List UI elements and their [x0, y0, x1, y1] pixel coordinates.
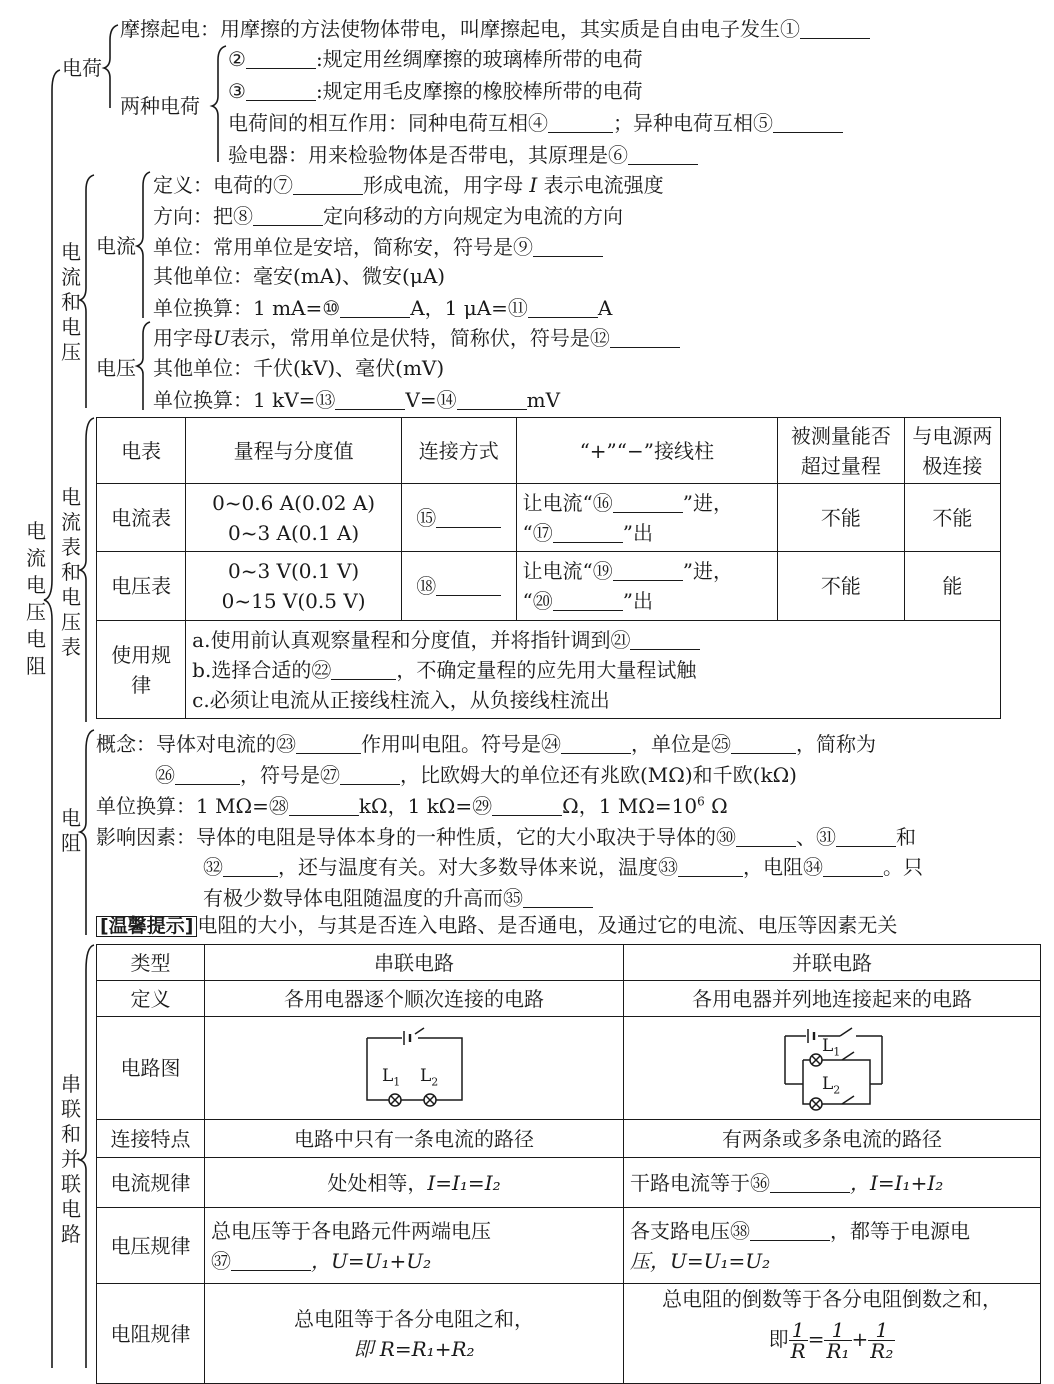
current-conversion-line: 单位换算：1 mA=⑩ A，1 μA=⑪ A: [153, 296, 613, 320]
voltage-rule-parallel: 各支路电压㊳ ，都等于电源电 压，U=U₁=U₂: [624, 1208, 1041, 1284]
voltage-conversion-line: 单位换算：1 kV=⑬ V=⑭ mV: [153, 388, 561, 412]
negative-charge-line: ③ :规定用毛皮摩擦的橡胶棒所带的电荷: [228, 79, 643, 103]
voltage-label: 电压: [96, 356, 136, 380]
series-lamp-1-label: $L_1$: [382, 1066, 401, 1089]
meters-table: [96, 417, 1001, 719]
usage-rules-label: 使用规律: [97, 621, 186, 719]
side-title: 电流 电压 电阻: [26, 519, 46, 678]
connection-parallel: 有两条或多条电流的路径: [624, 1120, 1041, 1158]
definition-parallel: 各用电器并列地连接起来的电路: [624, 981, 1041, 1017]
parallel-lamp-2-label: $L_2$: [822, 1074, 841, 1097]
meters-header-meter: 电表: [97, 418, 186, 484]
connection-series: 电路中只有一条电流的路径: [205, 1120, 624, 1158]
voltmeter-row: [97, 552, 1001, 621]
meters-header-exceed: 被测量能否超过量程: [778, 418, 905, 484]
diagram-parallel-cell: [624, 1017, 1041, 1120]
meters-label: 电流表和电压表: [61, 485, 81, 659]
two-charges-label: 两种电荷: [120, 94, 200, 118]
diagram-series-cell: [205, 1017, 624, 1120]
voltmeter-name: 电压表: [97, 552, 186, 621]
meters-header-range: 量程与分度值: [186, 418, 402, 484]
current-direction-line: 方向：把⑧ 定向移动的方向规定为电流的方向: [153, 204, 623, 228]
usage-rules-row: [97, 621, 1001, 719]
circuits-header-series: 串联电路: [205, 945, 624, 981]
voltmeter-terminals: 让电流“⑲ ”进， “⑳ ”出: [516, 552, 777, 621]
meters-header-terminals: “+”“−”接线柱: [516, 418, 777, 484]
circuits-header-type: 类型: [97, 945, 205, 981]
parallel-resistance-formula: 即 $\frac{1}{R}$ = $\frac{1}{\text{R₁}}$ + $\frac{1}{\text{R₂}}$: [768, 1318, 894, 1363]
resistance-concept-line-1: 概念：导体对电流的㉓ 作用叫电阻。符号是㉔ ，单位是㉕ ，简称为: [96, 732, 876, 756]
voltage-other-unit-line: 其他单位：千伏(kV)、毫伏(mV): [153, 356, 445, 380]
definition-series: 各用电器逐个顺次连接的电路: [205, 981, 624, 1017]
ammeter-source: 不能: [904, 484, 1000, 552]
current-rule-label: 电流规律: [97, 1158, 205, 1208]
circuits-header-parallel: 并联电路: [624, 945, 1041, 981]
current-other-unit-line: 其他单位：毫安(mA)、微安(μA): [153, 264, 446, 288]
series-lamp-2-label: $L_2$: [420, 1066, 439, 1089]
current-label: 电流: [96, 234, 136, 258]
circuits-label: 串联和并联电路: [61, 1072, 81, 1246]
friction-line: 摩擦起电：用摩擦的方法使物体带电，叫摩擦起电，其实质是自由电子发生①: [120, 18, 870, 39]
resistance-factors-line-3: 有极少数导体电阻随温度的升高而㉟: [203, 887, 593, 908]
voltmeter-source: 能: [904, 552, 1000, 621]
voltmeter-connection: ⑱: [402, 552, 517, 621]
resistance-conversion-line: 单位换算：1 MΩ=㉘ kΩ，1 kΩ=㉙ Ω，1 $M\Omega=10^6$ Ω: [96, 794, 728, 818]
current-rule-parallel: 干路电流等于㊱ ，I=I₁+I₂: [624, 1158, 1041, 1208]
current-voltage-label: 电流和电压: [61, 240, 81, 364]
connection-label: 连接特点: [97, 1120, 205, 1158]
voltage-rule-series: 总电压等于各电路元件两端电压 ㊲ ，U=U₁+U₂: [205, 1208, 624, 1284]
ammeter-exceed: 不能: [778, 484, 905, 552]
meters-header-source: 与电源两极连接: [904, 418, 1000, 484]
resistance-label: 电阻: [61, 806, 81, 855]
ammeter-name: 电流表: [97, 484, 186, 552]
charge-label: 电荷: [62, 56, 102, 80]
voltmeter-exceed: 不能: [778, 552, 905, 621]
resistance-rule-parallel: 总电阻的倒数等于各分电阻倒数之和， 即 $\frac{1}{R}$ = $\frac{1}{\text{R₁}}$ + $\frac{1}{\text{R₂}}$: [624, 1284, 1041, 1384]
electroscope-line: 验电器：用来检验物体是否带电，其原理是⑥: [228, 144, 698, 165]
resistance-factors-line-1: 影响因素：导体的电阻是导体本身的一种性质，它的大小取决于导体的㉚ 、㉛ 和: [96, 825, 916, 849]
definition-label: 定义: [97, 981, 205, 1017]
ammeter-terminals: 让电流“⑯ ”进， “⑰ ”出: [516, 484, 777, 552]
ammeter-range: 0~0.6 A(0.02 A) 0~3 A(0.1 A): [186, 484, 402, 552]
usage-rules: a.使用前认真观察量程和分度值，并将指针调到㉑ b.选择合适的㉒ ，不确定量程的应先用大量程试触 c.必须让电流从正接线柱流入，从负接线柱流出: [186, 621, 1001, 719]
parallel-lamp-1-label: $L_1$: [822, 1036, 841, 1059]
ammeter-connection: ⑮: [402, 484, 517, 552]
positive-charge-line: ② :规定用丝绸摩擦的玻璃棒所带的电荷: [228, 47, 643, 71]
resistance-rule-series: 总电阻等于各分电阻之和， 即 R=R₁+R₂: [205, 1284, 624, 1384]
warm-tip-label: [温馨提示]: [96, 916, 197, 937]
circuits-table: [96, 944, 1041, 1384]
current-rule-series: 处处相等，I=I₁=I₂: [205, 1158, 624, 1208]
voltmeter-range: 0~3 V(0.1 V) 0~15 V(0.5 V): [186, 552, 402, 621]
warm-tip: [温馨提示] 电阻的大小，与其是否连入电路、是否通电，及通过它的电流、电压等因素无关: [96, 915, 897, 937]
diagram-label: 电路图: [97, 1017, 205, 1120]
interaction-line: 电荷间的相互作用：同种电荷互相④ ；异种电荷互相⑤: [228, 112, 843, 133]
resistance-factors-line-2: ㉜ ，还与温度有关。对大多数导体来说，温度㉝ ，电阻㉞ 。只: [203, 855, 923, 879]
resistance-rule-label: 电阻规律: [97, 1284, 205, 1384]
ammeter-row: [97, 484, 1001, 552]
resistance-concept-line-2: ㉖ ，符号是㉗ ，比欧姆大的单位还有兆欧(MΩ)和千欧(kΩ): [155, 763, 797, 787]
meters-header-connection: 连接方式: [402, 418, 517, 484]
voltage-symbol-line: 用字母U表示，常用单位是伏特，简称伏，符号是⑫: [153, 327, 680, 348]
voltage-rule-label: 电压规律: [97, 1208, 205, 1284]
current-unit-line: 单位：常用单位是安培，简称安，符号是⑨: [153, 236, 603, 257]
current-def-line: 定义：电荷的⑦ 形成电流，用字母 I 表示电流强度: [153, 173, 664, 197]
